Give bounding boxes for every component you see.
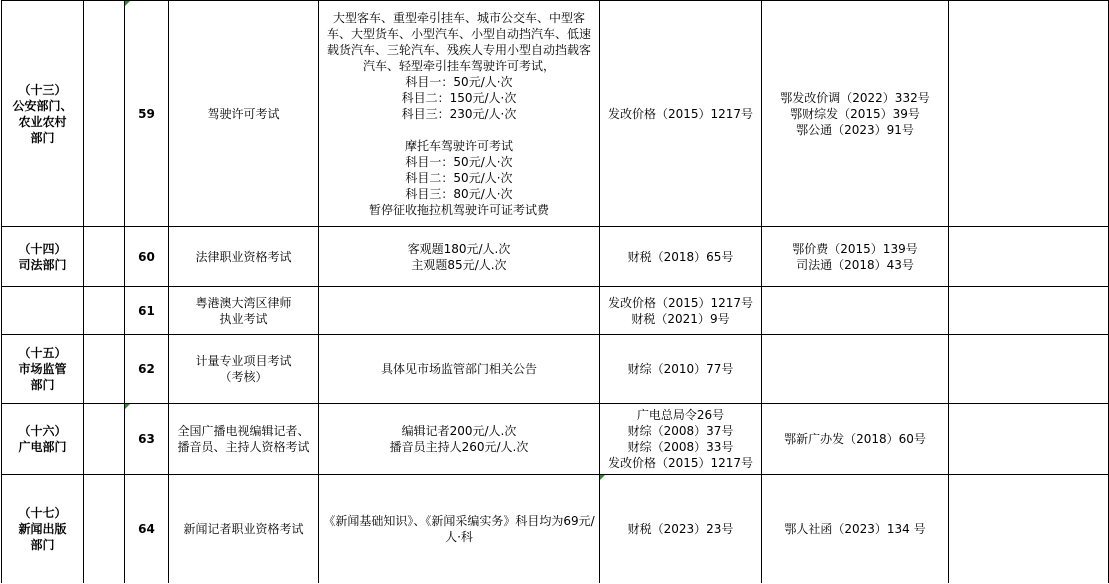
provincial-basis [762, 335, 949, 404]
exam-item: 法律职业资格考试 [169, 227, 319, 287]
empty-cell [84, 404, 125, 475]
empty-cell [949, 335, 1109, 404]
table-row [2, 1, 1109, 227]
empty-cell [949, 287, 1109, 335]
provincial-basis: 鄂人社函（2023）134 号 [762, 475, 949, 583]
row-number: 64 [125, 475, 169, 583]
row-number: 61 [125, 287, 169, 335]
fee-standard: 客观题180元/人.次 主观题85元/人.次 [319, 227, 600, 287]
exam-item: 新闻记者职业资格考试 [169, 475, 319, 583]
national-basis: 广电总局令26号 财综（2008）37号 财综（2008）33号 发改价格（2015）1217号 [600, 404, 762, 475]
department-cell [2, 287, 84, 335]
fee-standard [319, 287, 600, 335]
department-cell: （十七） 新闻出版 部门 [2, 475, 84, 583]
national-basis: 财税（2018）65号 [600, 227, 762, 287]
provincial-basis: 鄂发改价调（2022）332号 鄂财综发（2015）39号 鄂公通（2023）91号 [762, 1, 949, 227]
empty-cell [949, 227, 1109, 287]
exam-item: 粤港澳大湾区律师 执业考试 [169, 287, 319, 335]
national-basis: 财税（2023）23号 [600, 475, 762, 583]
department-cell: （十三） 公安部门、 农业农村 部门 [2, 1, 84, 227]
table-row [2, 404, 1109, 475]
provincial-basis: 鄂价费（2015）139号 司法通（2018）43号 [762, 227, 949, 287]
national-basis: 财综（2010）77号 [600, 335, 762, 404]
department-cell: （十六） 广电部门 [2, 404, 84, 475]
department-cell: （十四） 司法部门 [2, 227, 84, 287]
empty-cell [949, 1, 1109, 227]
row-number: 60 [125, 227, 169, 287]
empty-cell [84, 287, 125, 335]
department-cell: （十五） 市场监管 部门 [2, 335, 84, 404]
table-row [2, 475, 1109, 583]
exam-item: 全国广播电视编辑记者、播音员、主持人资格考试 [169, 404, 319, 475]
exam-item: 计量专业项目考试 （考核） [169, 335, 319, 404]
empty-cell [949, 404, 1109, 475]
row-number: 63 [125, 404, 169, 475]
empty-cell [84, 227, 125, 287]
fee-standard: 大型客车、重型牵引挂车、城市公交车、中型客车、大型货车、小型汽车、小型自动挡汽车、低速载货汽车、三轮汽车、残疾人专用小型自动挡载客汽车、轻型牵引挂车驾驶许可考试， 科目一：50元/人·次 科目二：150元/人·次 科目三：230元/人·次 摩托车驾驶许可考试 科目一：50元/人·次 科目二：50元/人·次 科目三：80元/人·次 暂停征收拖拉机驾驶许可证考试费 [319, 1, 600, 227]
provincial-basis [762, 287, 949, 335]
table-row [2, 335, 1109, 404]
empty-cell [949, 475, 1109, 583]
national-basis: 发改价格（2015）1217号 财税（2021）9号 [600, 287, 762, 335]
fee-standard: 《新闻基础知识》、《新闻采编实务》科目均为69元/人·科 [319, 475, 600, 583]
empty-cell [84, 335, 125, 404]
row-number: 59 [125, 1, 169, 227]
empty-cell [84, 1, 125, 227]
fee-standard: 编辑记者200元/人.次 播音员主持人260元/人.次 [319, 404, 600, 475]
national-basis: 发改价格（2015）1217号 [600, 1, 762, 227]
empty-cell [84, 475, 125, 583]
table-row [2, 287, 1109, 335]
exam-item: 驾驶许可考试 [169, 1, 319, 227]
row-number: 62 [125, 335, 169, 404]
provincial-basis: 鄂新广办发（2018）60号 [762, 404, 949, 475]
fee-standard: 具体见市场监管部门相关公告 [319, 335, 600, 404]
table-row [2, 227, 1109, 287]
fee-table [1, 0, 1109, 583]
